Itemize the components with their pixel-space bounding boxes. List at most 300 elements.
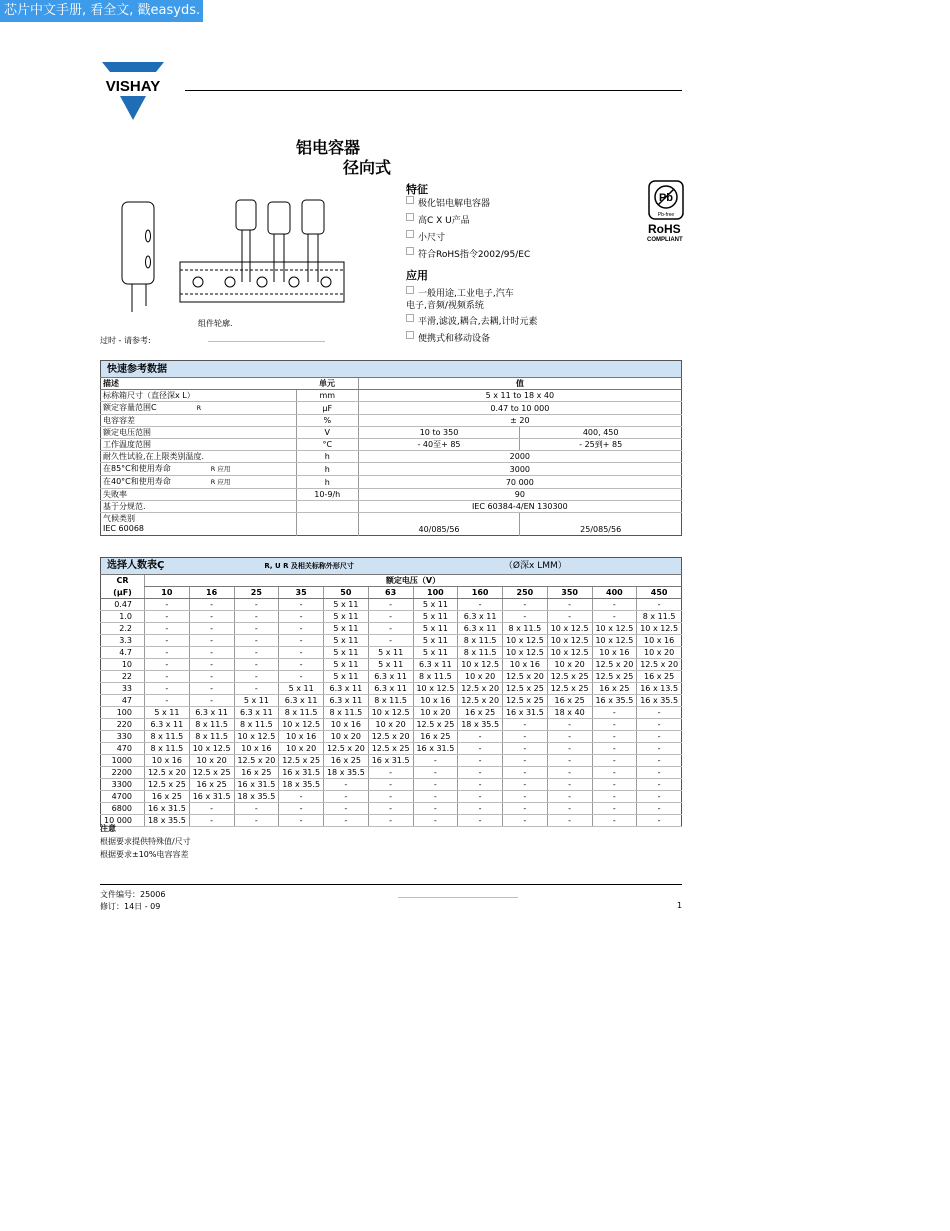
size-cell: - xyxy=(145,683,190,695)
size-cell: - xyxy=(189,623,234,635)
size-cell: - xyxy=(145,635,190,647)
size-cell: - xyxy=(145,647,190,659)
table-row xyxy=(101,390,682,402)
size-cell: - xyxy=(368,815,413,827)
size-cell: - xyxy=(189,815,234,827)
size-cell: 10 x 20 xyxy=(413,707,458,719)
size-cell: - xyxy=(413,803,458,815)
size-cell: - xyxy=(279,791,324,803)
size-cell: - xyxy=(279,803,324,815)
size-cell: 10 x 12.5 xyxy=(234,731,279,743)
size-cell: - xyxy=(503,791,548,803)
table-row xyxy=(101,647,682,659)
size-cell: - xyxy=(279,623,324,635)
size-cell: 16 x 25 xyxy=(324,755,369,767)
rohs-label: RoHS xyxy=(648,222,681,236)
size-cell: 6.3 x 11 xyxy=(324,683,369,695)
size-cell: - xyxy=(503,731,548,743)
size-cell: - xyxy=(503,779,548,791)
row-description: 基于分规范. xyxy=(101,501,297,513)
size-cell: 12.5 x 20 xyxy=(503,671,548,683)
size-cell: 10 x 16 xyxy=(324,719,369,731)
capacitance-cell: 10 xyxy=(101,659,145,671)
table-row xyxy=(101,451,682,463)
size-cell: - xyxy=(503,743,548,755)
size-cell: - xyxy=(547,599,592,611)
row-value: 3000 xyxy=(358,463,681,476)
size-cell: - xyxy=(189,803,234,815)
size-cell: 5 x 11 xyxy=(413,635,458,647)
size-cell: 10 x 20 xyxy=(279,743,324,755)
size-cell: 16 x 25 xyxy=(234,767,279,779)
size-cell: - xyxy=(189,683,234,695)
size-cell: - xyxy=(637,803,682,815)
size-cell: - xyxy=(458,755,503,767)
table-row xyxy=(101,623,682,635)
voltage-column-header: 10 xyxy=(145,587,190,599)
size-cell: 5 x 11 xyxy=(413,599,458,611)
size-cell: - xyxy=(637,815,682,827)
replacement-link[interactable] xyxy=(208,341,325,342)
table-row xyxy=(101,671,682,683)
size-cell: - xyxy=(458,731,503,743)
size-cell: - xyxy=(637,743,682,755)
size-cell: - xyxy=(189,599,234,611)
size-cell: 10 x 12.5 xyxy=(503,635,548,647)
size-cell: - xyxy=(458,767,503,779)
figure-caption: 组件轮廓. xyxy=(198,319,233,328)
document-number: 文件编号：25006 xyxy=(100,890,166,899)
site-banner[interactable]: 芯片中文手册, 看全文, 戳easyds. cn xyxy=(0,0,203,22)
size-cell: - xyxy=(547,767,592,779)
row-value: - 25到+ 85 xyxy=(520,439,682,451)
table-row xyxy=(101,803,682,815)
capacitance-cell: 3.3 xyxy=(101,635,145,647)
size-cell: - xyxy=(413,755,458,767)
size-cell: - xyxy=(592,779,637,791)
capacitance-cell: 470 xyxy=(101,743,145,755)
table-row xyxy=(101,743,682,755)
size-cell: 12.5 x 20 xyxy=(324,743,369,755)
size-cell: 5 x 11 xyxy=(279,683,324,695)
size-cell: 5 x 11 xyxy=(234,695,279,707)
size-cell: 8 x 11.5 xyxy=(458,635,503,647)
size-cell: 5 x 11 xyxy=(324,659,369,671)
size-cell: 16 x 25 xyxy=(145,791,190,803)
size-cell: - xyxy=(592,791,637,803)
capacitance-cell: 22 xyxy=(101,671,145,683)
size-cell: 16 x 31.5 xyxy=(145,803,190,815)
size-cell: 10 x 12.5 xyxy=(189,743,234,755)
size-cell: 16 x 31.5 xyxy=(503,707,548,719)
capacitance-cell: 2200 xyxy=(101,767,145,779)
size-cell: - xyxy=(503,767,548,779)
size-cell: 12.5 x 25 xyxy=(592,671,637,683)
size-cell: 12.5 x 25 xyxy=(145,779,190,791)
row-value: IEC 60384-4/EN 130300 xyxy=(358,501,681,513)
size-cell: 6.3 x 11 xyxy=(279,695,324,707)
size-cell: 6.3 x 11 xyxy=(458,611,503,623)
voltage-column-header: 25 xyxy=(234,587,279,599)
size-cell: - xyxy=(324,803,369,815)
table-row xyxy=(101,415,682,427)
size-cell: - xyxy=(234,623,279,635)
size-cell: - xyxy=(592,731,637,743)
size-cell: 10 x 20 xyxy=(458,671,503,683)
size-cell: 8 x 11.5 xyxy=(279,707,324,719)
size-cell: 6.3 x 11 xyxy=(413,659,458,671)
size-cell: - xyxy=(145,659,190,671)
row-value: 2000 xyxy=(358,451,681,463)
size-cell: - xyxy=(547,611,592,623)
capacitance-cell: 0.47 xyxy=(101,599,145,611)
table-row xyxy=(101,707,682,719)
row-unit: 10-9/h xyxy=(296,489,358,501)
size-cell: 6.3 x 11 xyxy=(189,707,234,719)
size-cell: - xyxy=(189,671,234,683)
svg-text:Pb: Pb xyxy=(658,192,674,204)
size-cell: 12.5 x 20 xyxy=(368,731,413,743)
size-cell: - xyxy=(592,743,637,755)
obsolete-note: 过时 - 请参考: xyxy=(100,336,151,345)
size-cell: 16 x 35.5 xyxy=(592,695,637,707)
vishay-logo xyxy=(98,62,168,120)
row-unit: °C xyxy=(296,439,358,451)
note-item: 根据要求±10%电容容差 xyxy=(100,850,189,859)
voltage-header: 额定电压（V） xyxy=(145,575,682,587)
table-row xyxy=(101,476,682,489)
page-subtitle: 径向式 xyxy=(343,158,392,177)
size-cell: 16 x 35.5 xyxy=(637,695,682,707)
table-row xyxy=(101,513,682,536)
row-unit: h xyxy=(296,476,358,489)
size-cell: - xyxy=(189,659,234,671)
table-row xyxy=(101,791,682,803)
voltage-column-header: 35 xyxy=(279,587,324,599)
size-cell: 12.5 x 25 xyxy=(503,683,548,695)
row-value: 90 xyxy=(358,489,681,501)
size-cell: - xyxy=(279,635,324,647)
pb-free-label: Pb-free xyxy=(657,212,675,218)
column-header: 单元 xyxy=(296,378,358,390)
size-cell: - xyxy=(145,623,190,635)
size-cell: - xyxy=(592,755,637,767)
size-cell: 10 x 16 xyxy=(503,659,548,671)
size-cell: - xyxy=(637,707,682,719)
selection-title: 选择人数表Ç R, U R 及相关标称外形尺寸 （Ø深x LMM） xyxy=(101,558,682,575)
size-cell: - xyxy=(503,599,548,611)
column-header: 值 xyxy=(358,378,681,390)
size-cell: 18 x 35.5 xyxy=(324,767,369,779)
applications-heading: 应用 xyxy=(406,269,428,282)
size-cell: 12.5 x 25 xyxy=(547,683,592,695)
size-cell: 12.5 x 25 xyxy=(368,743,413,755)
row-value: 40/085/56 xyxy=(358,513,520,536)
size-cell: 5 x 11 xyxy=(145,707,190,719)
size-cell: 16 x 25 xyxy=(458,707,503,719)
size-cell: 16 x 31.5 xyxy=(368,755,413,767)
size-cell: - xyxy=(368,803,413,815)
selection-chart-table xyxy=(100,557,682,827)
size-cell: 8 x 11.5 xyxy=(503,623,548,635)
size-cell: 5 x 11 xyxy=(324,623,369,635)
size-cell: 10 x 12.5 xyxy=(592,635,637,647)
header-rule xyxy=(185,90,682,91)
table-row xyxy=(101,815,682,827)
cap-unit: (µF) xyxy=(101,587,145,599)
footer-rule xyxy=(100,884,682,885)
row-unit: h xyxy=(296,451,358,463)
voltage-column-header: 63 xyxy=(368,587,413,599)
row-value: 10 to 350 xyxy=(358,427,520,439)
size-cell: - xyxy=(324,815,369,827)
size-cell: - xyxy=(189,635,234,647)
size-cell: - xyxy=(547,743,592,755)
size-cell: - xyxy=(234,659,279,671)
size-cell: 5 x 11 xyxy=(324,647,369,659)
size-cell: - xyxy=(503,611,548,623)
size-cell: - xyxy=(637,779,682,791)
table-row xyxy=(101,695,682,707)
size-cell: 10 x 12.5 xyxy=(279,719,324,731)
size-cell: 10 x 20 xyxy=(637,647,682,659)
voltage-column-header: 160 xyxy=(458,587,503,599)
size-cell: 6.3 x 11 xyxy=(368,683,413,695)
capacitance-cell: 3300 xyxy=(101,779,145,791)
row-value: 400, 450 xyxy=(520,427,682,439)
size-cell: - xyxy=(547,755,592,767)
size-cell: - xyxy=(234,635,279,647)
capacitance-cell: 1.0 xyxy=(101,611,145,623)
size-cell: 16 x 31.5 xyxy=(279,767,324,779)
size-cell: 8 x 11.5 xyxy=(189,731,234,743)
size-cell: 12.5 x 25 xyxy=(503,695,548,707)
capacitance-cell: 10 000 xyxy=(101,815,145,827)
size-cell: - xyxy=(368,779,413,791)
column-header: 描述 xyxy=(101,378,297,390)
size-cell: - xyxy=(234,647,279,659)
size-cell: 10 x 12.5 xyxy=(592,623,637,635)
size-cell: 5 x 11 xyxy=(413,623,458,635)
size-cell: - xyxy=(458,599,503,611)
notes-heading: 注意 xyxy=(100,824,116,833)
size-cell: 10 x 12.5 xyxy=(368,707,413,719)
table-row xyxy=(101,779,682,791)
size-cell: 8 x 11.5 xyxy=(189,719,234,731)
size-cell: 12.5 x 25 xyxy=(189,767,234,779)
row-description: 额定电压范围 xyxy=(101,427,297,439)
size-cell: 16 x 31.5 xyxy=(234,779,279,791)
table-row xyxy=(101,755,682,767)
row-value: 25/085/56 xyxy=(520,513,682,536)
features-list xyxy=(406,196,530,261)
table-row xyxy=(101,683,682,695)
size-cell: - xyxy=(368,767,413,779)
capacitance-cell: 1000 xyxy=(101,755,145,767)
size-cell: 16 x 25 xyxy=(637,671,682,683)
features-heading: 特征 xyxy=(406,183,428,196)
size-cell: 12.5 x 20 xyxy=(458,683,503,695)
size-cell: - xyxy=(592,719,637,731)
row-unit xyxy=(296,513,358,536)
size-cell: - xyxy=(547,779,592,791)
row-description: 气候类别 IEC 60068 xyxy=(103,514,144,533)
size-cell: 10 x 20 xyxy=(368,719,413,731)
size-cell: 10 x 12.5 xyxy=(547,647,592,659)
size-cell: 6.3 x 11 xyxy=(458,623,503,635)
table-row xyxy=(101,635,682,647)
size-cell: - xyxy=(234,815,279,827)
size-cell: 5 x 11 xyxy=(413,647,458,659)
size-cell: - xyxy=(234,671,279,683)
size-cell: 16 x 31.5 xyxy=(189,791,234,803)
size-cell: - xyxy=(368,791,413,803)
size-cell: 16 x 25 xyxy=(413,731,458,743)
table-row xyxy=(101,402,682,415)
voltage-column-header: 450 xyxy=(637,587,682,599)
row-unit: µF xyxy=(296,402,358,415)
note-item: 根据要求提供特殊值/尺寸 xyxy=(100,837,191,846)
list-item: 高C X U产品 xyxy=(406,213,530,227)
size-cell: - xyxy=(279,599,324,611)
size-cell: 16 x 13.5 xyxy=(637,683,682,695)
voltage-column-header: 250 xyxy=(503,587,548,599)
table-row xyxy=(101,489,682,501)
size-cell: - xyxy=(637,791,682,803)
size-cell: 10 x 16 xyxy=(413,695,458,707)
list-item: 极化铝电解电容器 xyxy=(406,196,530,210)
row-unit xyxy=(296,501,358,513)
size-cell: 12.5 x 25 xyxy=(279,755,324,767)
row-description: 失败率 xyxy=(101,489,297,501)
voltage-column-header: 100 xyxy=(413,587,458,599)
size-cell: - xyxy=(503,815,548,827)
size-cell: 10 x 16 xyxy=(234,743,279,755)
size-cell: - xyxy=(189,611,234,623)
size-cell: 5 x 11 xyxy=(324,635,369,647)
size-cell: - xyxy=(368,599,413,611)
size-cell: - xyxy=(458,743,503,755)
table-row xyxy=(101,501,682,513)
size-cell: - xyxy=(234,803,279,815)
list-item: 平滑,滤波,耦合,去耦,计时元素 xyxy=(406,314,537,328)
size-cell: 5 x 11 xyxy=(368,647,413,659)
footer-link[interactable] xyxy=(398,897,518,898)
size-cell: - xyxy=(145,671,190,683)
size-cell: 6.3 x 11 xyxy=(368,671,413,683)
size-cell: 10 x 16 xyxy=(592,647,637,659)
size-cell: - xyxy=(413,815,458,827)
size-cell: - xyxy=(368,623,413,635)
table-row xyxy=(101,463,682,476)
row-unit: % xyxy=(296,415,358,427)
page-title: 铝电容器 xyxy=(296,138,361,157)
size-cell: 6.3 x 11 xyxy=(234,707,279,719)
size-cell: 8 x 11.5 xyxy=(145,743,190,755)
size-cell: 8 x 11.5 xyxy=(458,647,503,659)
size-cell: 12.5 x 20 xyxy=(145,767,190,779)
size-cell: - xyxy=(458,815,503,827)
size-cell: 12.5 x 20 xyxy=(458,695,503,707)
size-cell: - xyxy=(637,767,682,779)
capacitance-cell: 220 xyxy=(101,719,145,731)
size-cell: 6.3 x 11 xyxy=(145,719,190,731)
size-cell: - xyxy=(279,671,324,683)
size-cell: 16 x 31.5 xyxy=(413,743,458,755)
size-cell: 18 x 40 xyxy=(547,707,592,719)
row-value: - 40至+ 85 xyxy=(358,439,520,451)
size-cell: - xyxy=(324,791,369,803)
size-cell: 10 x 16 xyxy=(637,635,682,647)
size-cell: 8 x 11.5 xyxy=(413,671,458,683)
size-cell: - xyxy=(324,779,369,791)
size-cell: - xyxy=(368,611,413,623)
size-cell: 8 x 11.5 xyxy=(368,695,413,707)
row-description: 在40°C和使用寿命 R 应用 xyxy=(101,476,297,489)
table-row xyxy=(101,427,682,439)
size-cell: 18 x 35.5 xyxy=(234,791,279,803)
size-cell: 10 x 16 xyxy=(145,755,190,767)
voltage-column-header: 350 xyxy=(547,587,592,599)
brand-wordmark: VISHAY xyxy=(105,78,161,95)
size-cell: 12.5 x 25 xyxy=(547,671,592,683)
row-description: 标称箱尺寸（直径深x L） xyxy=(101,390,297,402)
size-cell: - xyxy=(592,611,637,623)
table-row xyxy=(101,731,682,743)
size-cell: - xyxy=(145,695,190,707)
table-row xyxy=(101,439,682,451)
size-cell: - xyxy=(503,803,548,815)
size-cell: - xyxy=(234,611,279,623)
size-cell: - xyxy=(592,803,637,815)
size-cell: 10 x 16 xyxy=(279,731,324,743)
size-cell: - xyxy=(637,731,682,743)
rohs-compliant: COMPLIANT xyxy=(647,237,683,243)
size-cell: 6.3 x 11 xyxy=(324,695,369,707)
size-cell: - xyxy=(547,719,592,731)
size-cell: - xyxy=(413,791,458,803)
size-cell: 18 x 35.5 xyxy=(458,719,503,731)
row-description: 额定容量范围C R xyxy=(101,402,297,415)
row-unit: h xyxy=(296,463,358,476)
size-cell: - xyxy=(279,611,324,623)
list-item: 符合RoHS指令2002/95/EC xyxy=(406,247,530,261)
size-cell: 10 x 12.5 xyxy=(637,623,682,635)
table-row xyxy=(101,767,682,779)
capacitance-cell: 6800 xyxy=(101,803,145,815)
list-item: 小尺寸 xyxy=(406,230,530,244)
size-cell: 16 x 25 xyxy=(189,779,234,791)
size-cell: 16 x 25 xyxy=(592,683,637,695)
applications-list xyxy=(406,286,537,345)
row-unit: V xyxy=(296,427,358,439)
cap-header: CR xyxy=(116,576,129,586)
size-cell: - xyxy=(234,599,279,611)
size-cell: - xyxy=(279,659,324,671)
row-description: 电容容差 xyxy=(101,415,297,427)
capacitance-cell: 4700 xyxy=(101,791,145,803)
row-value: 0.47 to 10 000 xyxy=(358,402,681,415)
size-cell: - xyxy=(279,647,324,659)
size-cell: - xyxy=(547,815,592,827)
list-item: 一般用途,工业电子,汽车 电子,音频/视频系统 xyxy=(406,286,537,312)
voltage-column-header: 50 xyxy=(324,587,369,599)
size-cell: - xyxy=(368,635,413,647)
size-cell: 10 x 12.5 xyxy=(458,659,503,671)
quick-reference-title: 快速参考数据 xyxy=(101,361,682,378)
size-cell: 10 x 20 xyxy=(324,731,369,743)
capacitance-cell: 33 xyxy=(101,683,145,695)
